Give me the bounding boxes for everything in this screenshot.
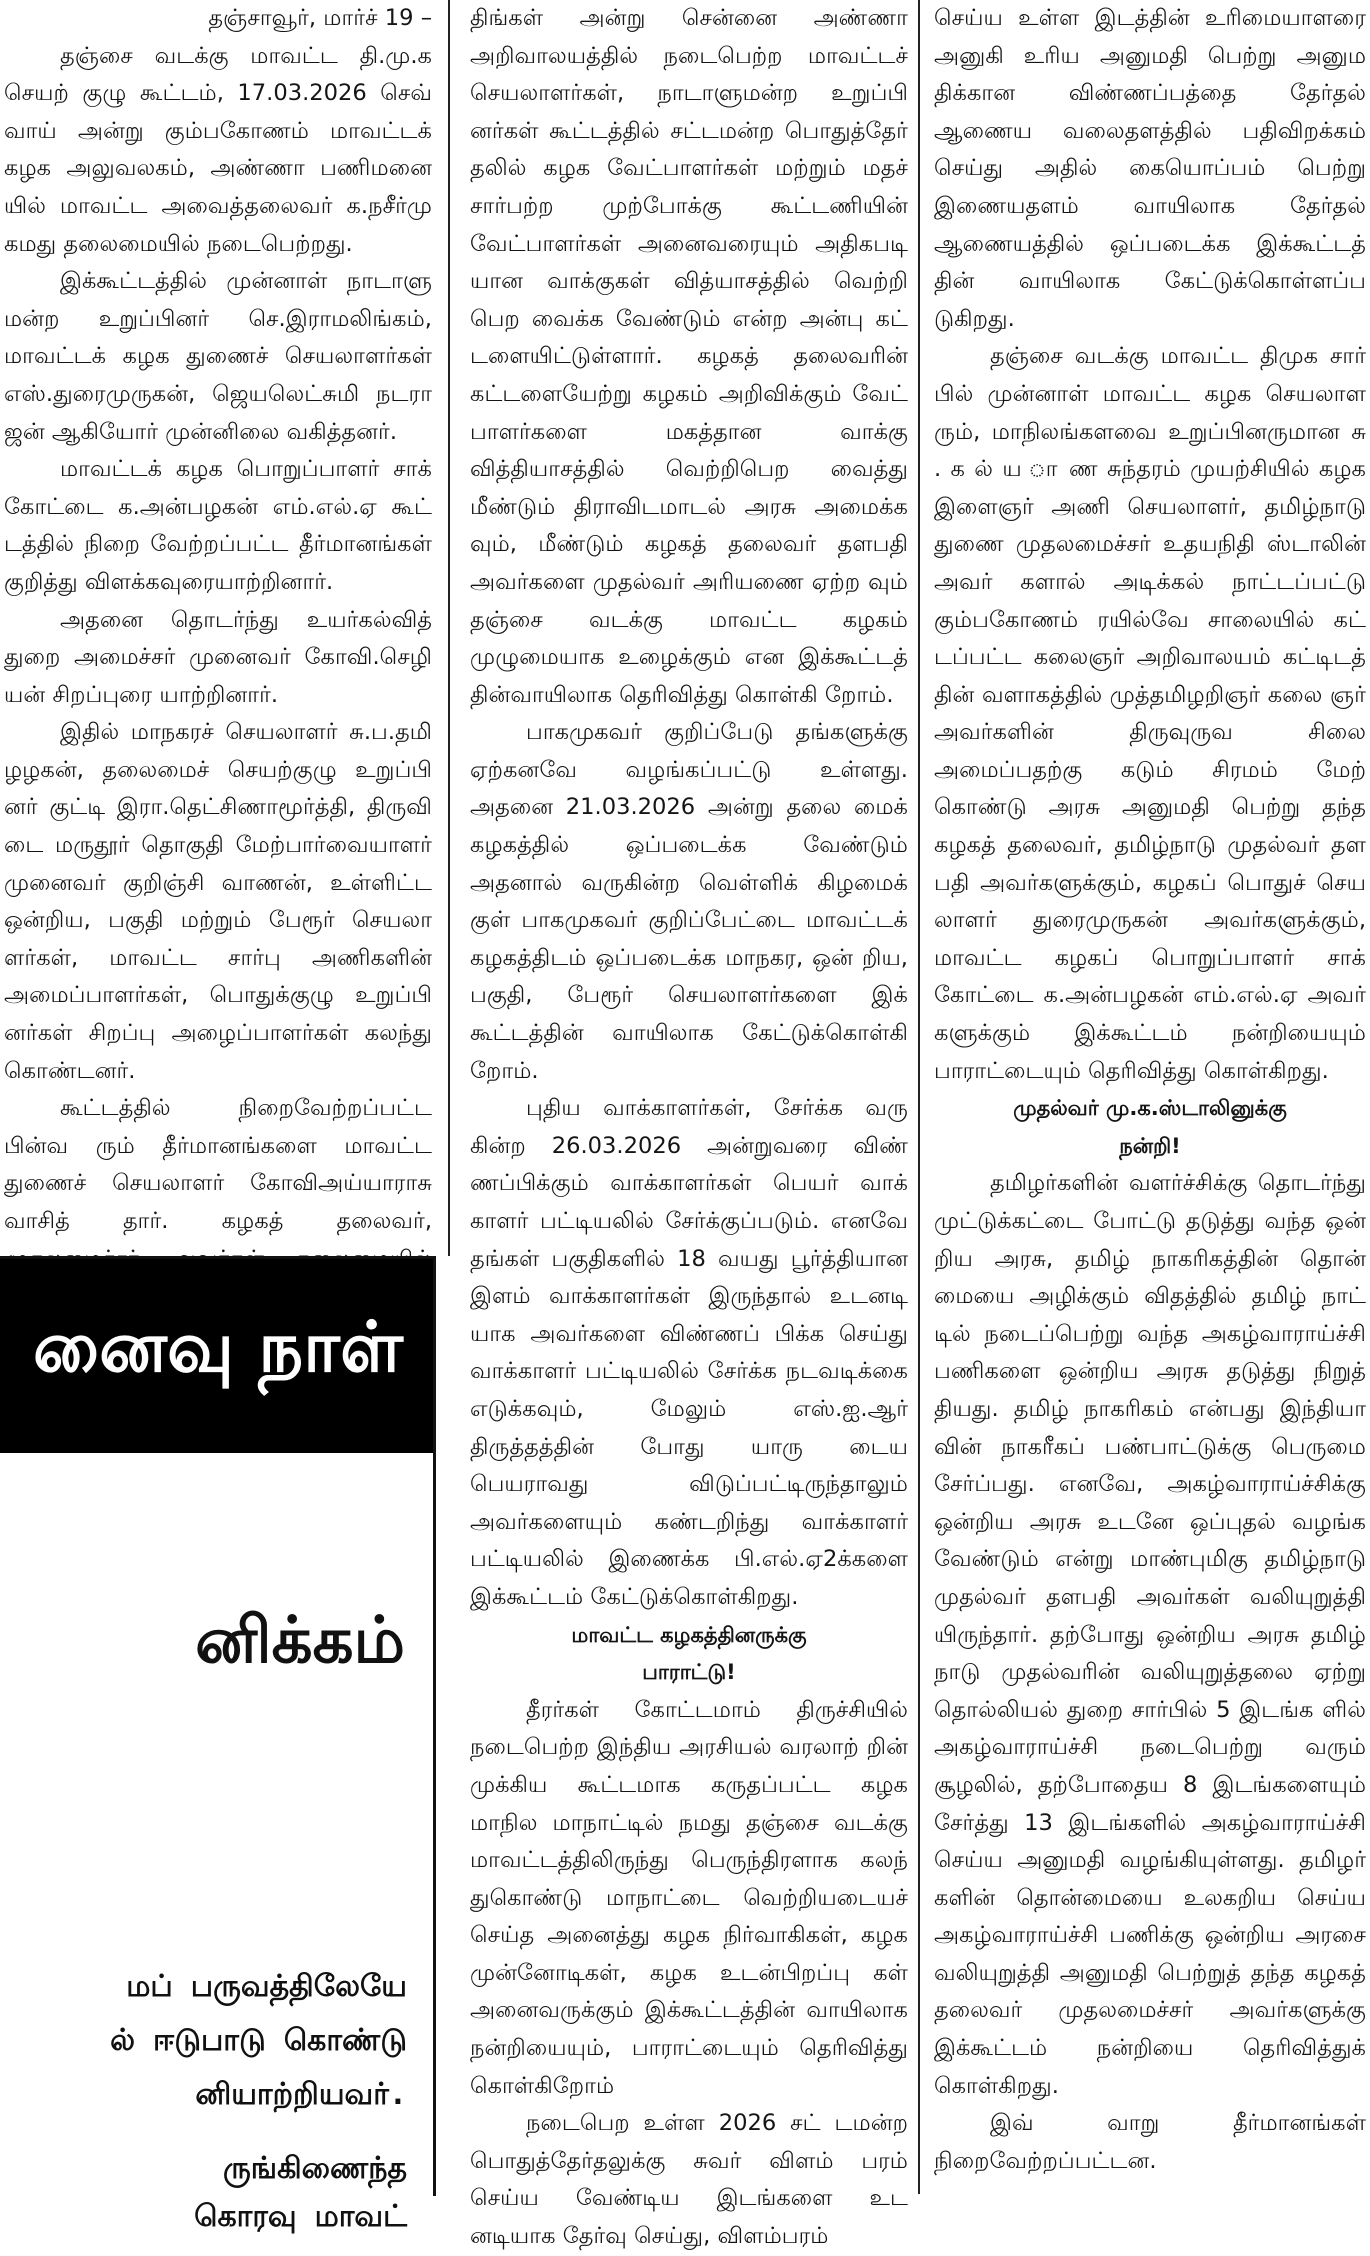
ad-text-line: ல் ஈடுபாடு கொண்டு [110, 2023, 407, 2058]
paragraph: செய்ய உள்ள இடத்தின் உரிமையாளரை அனுகி உரிய அனுமதி பெற்று அனும திக்கான விண்ணப்பத்தை தேர்தல் ஆணைய வலைதளத்தில் பதிவிறக்கம் செய்து அதில் கையொப்பம் பெற்று இணையதளம் வாயிலாக தேர்தல் ஆணையத்தில் ஒப்படைக்க இக்கூட்டத் தின் வாயிலாக கேட்டுக்கொள்ளப்ப டுகிறது. [934, 5, 1366, 332]
column-divider [918, 0, 920, 2194]
article-column-2 [470, 0, 908, 2256]
column-divider [448, 0, 450, 1256]
paragraph: புதிய வாக்காளர்கள், சேர்க்க வரு கின்ற 26.03.2026 அன்றுவரை விண் ணப்பிக்கும் வாக்காளர்கள் பெயர் வாக் காளர் பட்டியலில் சேர்க்குப்படும். எனவே தங்கள் பகுதிகளில் 18 வயது பூர்த்தியான இளம் வாக்காளர்கள் இருந்தால் உடனடி யாக அவர்களை விண்ணப் பிக்க செய்து வாக்காளர் பட்டியலில் சேர்க்க நடவடிக்கை எடுக்கவும், மேலும் எஸ்.ஐ.ஆர் திருத்தத்தின் போது யாரு டைய பெயராவது விடுப்பட்டிருந்தாலும் அவர்களையும் கண்டறிந்து வாக்காளர் பட்டியலில் இணைக்க பி.எல்.ஏ2க்களை இக்கூட்டம் கேட்டுக்கொள்கிறது. [470, 1095, 908, 1610]
ad-text-line: ருங்கிணைந்த [222, 2151, 407, 2186]
ad-heading-text: னைவு நாள் [32, 1305, 403, 1388]
article-column-1 [4, 0, 432, 1316]
subheading: நன்றி! [1119, 1133, 1181, 1158]
paragraph: மாவட்டக் கழக பொறுப்பாளர் சாக் கோட்டை க.அன்பழகன் எம்.எல்.ஏ கூட் டத்தில் நிறை வேற்றப்பட்ட தீர்மானங்கள் குறித்து விளக்கவுரையாற்றினார். [4, 456, 432, 595]
article-column-3 [934, 0, 1366, 2180]
ad-text-line: னியாற்றியவர். [195, 2077, 407, 2112]
subheading: பாராட்டு! [642, 1660, 736, 1685]
subheading: முதல்வர் மு.க.ஸ்டாலினுக்கு [1013, 1096, 1287, 1121]
paragraph: அதனை தொடர்ந்து உயர்கல்வித் துறை அமைச்சர் முனைவர் கோவி.செழி யன் சிறப்புரை யாற்றினார். [4, 606, 432, 708]
paragraph: தஞ்சை வடக்கு மாவட்ட தி.மு.க செயற் குழு கூட்டம், 17.03.2026 செவ் வாய் அன்று கும்பகோணம் மாவட்டக் கழக அலுவலகம், அண்ணா பணிமனை யில் மாவட்ட அவைத்தலைவர் க.நசீர்மு கமது தலைமையில் நடைபெற்றது. [4, 42, 432, 257]
ad-subtitle: னிக்கம் [195, 1603, 405, 1678]
paragraph: நடைபெற உள்ள 2026 சட் டமன்ற பொதுத்தேர்தலுக்கு சுவர் விளம் பரம் செய்ய வேண்டிய இடங்களை உட னடியாக தேர்வு செய்து, விளம்பரம் [470, 2110, 908, 2250]
ad-heading-banner [0, 1259, 433, 1453]
paragraph: இக்கூட்டத்தில் முன்னாள் நாடாளு மன்ற உறுப்பினர் செ.இராமலிங்கம், மாவட்டக் கழக துணைச் செயலாளர்கள் எஸ்.துரைமுருகன், ஜெயலெட்சுமி நடரா ஜன் ஆகியோர் முன்னிலை வகித்தனர். [4, 268, 432, 445]
paragraph: கூட்டத்தில் நிறைவேற்றப்பட்ட பின்வ ரும் தீர்மானங்களை மாவட்ட துணைச் செயலாளர் கோவிஅய்யாராசு வாசித் தார். கழகத் தலைவர், [4, 1095, 432, 1234]
paragraph: திங்கள் அன்று சென்னை அண்ணா அறிவாலயத்தில் நடைபெற்ற மாவட்டச் செயலாளர்கள், நாடாளுமன்ற உறுப்பி னர்கள் கூட்டத்தில் சட்டமன்ற பொதுத்தேர் தலில் கழக வேட்பாளர்கள் மற்றும் மதச் சார்பற்ற முற்போக்கு கூட்டணியின் வேட்பாளர்கள் அனைவரையும் அதிகபடி யான வாக்குகள் வித்யாசத்தில் வெற்றி பெற வைக்க வேண்டும் என்ற அன்பு கட் டளையிட்டுள்ளார். கழகத் தலைவரின் கட்டளையேற்று கழகம் அறிவிக்கும் வேட் பாளர்களை மகத்தான வாக்கு வித்தியாசத்தில் வெற்றிபெற வைத்து மீண்டும் திராவிடமாடல் அரசு அமைக்க வும், மீண்டும் கழகத் தலைவர் தளபதி அவர்களை முதல்வர் அரியணை ஏற்ற வும் தஞ்சை வடக்கு மாவட்ட கழகம் முழுமையாக உழைக்கும் என இக்கூட்டத் தின்வாயிலாக தெரிவித்து கொள்கி றோம். [470, 5, 908, 708]
paragraph: இதில் மாநகரச் செயலாளர் சு.ப.தமி ழழகன், தலைமைச் செயற்குழு உறுப்பி னர் குட்டி இரா.தெட்சிணாமூர்த்தி, திருவி டை மருதூர் தொகுதி மேற்பார்வையாளர் முனைவர் குறிஞ்சி வாணன், உள்ளிட்ட ஒன்றிய, பகுதி மற்றும் பேரூர் செயலா ளர்கள், மாவட்ட சார்பு அணிகளின் அமைப்பாளர்கள், பொதுக்குழு உறுப்பி னர்கள் சிறப்பு அழைப்பாளர்கள் கலந்து கொண்டனர். [4, 719, 432, 1084]
subheading: மாவட்ட கழகத்தினருக்கு [571, 1622, 807, 1647]
ad-text-line: கொரவு மாவட் [194, 2199, 407, 2234]
paragraph: இவ் வாறு தீர்மானங்கள் நிறைவேற்றப்பட்டன. [934, 2110, 1366, 2174]
paragraph: தஞ்சாவூர், மார்ச் 19 – [208, 5, 432, 31]
paragraph: தமிழர்களின் வளர்ச்சிக்கு தொடர்ந்து முட்டுக்கட்டை போட்டு தடுத்து வந்த ஒன் றிய அரசு, தமிழ் நாகரிகத்தின் தொன் மையை அழிக்கும் விதத்தில் தமிழ் நாட் டில் நடைப்பெற்று வந்த அகழ்வாராய்ச்சி பணிகளை ஒன்றிய அரசு தடுத்து நிறுத் தியது. தமிழ் நாகரிகம் என்பது இந்தியா வின் நாகரீகப் பண்பாட்டுக்கு பெருமை சேர்ப்பது. எனவே, அகழ்வாராய்ச்சிக்கு ஒன்றிய அரசு உடனே ஒப்புதல் வழங்க வேண்டும் என்று மாண்புமிகு தமிழ்நாடு முதல்வர் தளபதி அவர்கள் வலியுறுத்தி யிருந்தார். தற்போது ஒன்றிய அரசு தமிழ் நாடு முதல்வரின் வலியுறுத்தலை ஏற்று தொல்லியல் துறை சார்பில் 5 இடங்க ளில் அகழ்வாராய்ச்சி நடைபெற்று வரும் சூழலில், தற்போதைய 8 இடங்களையும் சேர்த்து 13 இடங்களில் அகழ்வாராய்ச்சி செய்ய அனுமதி வழங்கியுள்ளது. தமிழர் களின் தொன்மையை உலகறிய செய்ய அகழ்வாராய்ச்சி பணிக்கு ஒன்றிய அரசை வலியுறுத்தி அனுமதி பெற்றுத் தந்த கழகத் தலைவர் முதலமைச்சர் அவர்களுக்கு இக்கூட்டம் நன்றியை தெரிவித்துக் கொள்கிறது. [934, 1170, 1366, 2099]
paragraph: தீரர்கள் கோட்டமாம் திருச்சியில் நடைபெற்ற இந்திய அரசியல் வரலாற் றின் முக்கிய கூட்டமாக கருதப்பட்ட கழக மாநில மாநாட்டில் நமது தஞ்சை வடக்கு மாவட்டத்திலிருந்து பெருந்திரளாக கலந் துகொண்டு மாநாட்டை வெற்றியடையச் செய்த அனைத்து கழக நிர்வாகிகள், கழக முன்னோடிகள், கழக உடன்பிறப்பு கள் அனைவருக்கும் இக்கூட்டத்தின் வாயிலாக நன்றியையும், பாராட்டையும் தெரிவித்து கொள்கிறோம் [470, 1696, 908, 2099]
memorial-advertisement [0, 1256, 436, 2234]
ad-text-line: மப் பருவத்திலேயே [126, 1969, 407, 2004]
paragraph: தஞ்சை வடக்கு மாவட்ட திமுக சார் பில் முன்னாள் மாவட்ட கழக செயலாள ரும், மாநிலங்களவை உறுப்பினருமான சு . க ல் ய ா ண சுந்தரம் முயற்சியில் கழக இளைஞர் அணி செயலாளர், தமிழ்நாடு துணை முதலமைச்சர் உதயநிதி ஸ்டாலின் அவர் களால் அடிக்கல் நாட்டப்பட்டு கும்பகோணம் ரயில்வே சாலையில் கட் டப்பட்ட கலைஞர் அறிவாலயம் கட்டிடத் தின் வளாகத்தில் முத்தமிழறிஞர் கலை ஞர் அவர்களின் திருவுருவ சிலை அமைப்பதற்கு கடும் சிரமம் மேற் கொண்டு அரசு அனுமதி பெற்று தந்த கழகத் தலைவர், தமிழ்நாடு முதல்வர் தள பதி அவர்களுக்கும், கழகப் பொதுச் செய லாளர் துரைமுருகன் அவர்களுக்கும், மாவட்ட கழகப் பொறுப்பாளர் சாக் கோட்டை க.அன்பழகன் எம்.எல்.ஏ அவர் களுக்கும் இக்கூட்டம் நன்றியையும் பாராட்டையும் தெரிவித்து கொள்கிறது. [934, 343, 1366, 1084]
paragraph: பாகமுகவர் குறிப்பேடு தங்களுக்கு ஏற்கனவே வழங்கப்பட்டு உள்ளது. அதனை 21.03.2026 அன்று தலை மைக் கழகத்தில் ஒப்படைக்க வேண்டும் அதனால் வருகின்ற வெள்ளிக் கிழமைக் குள் பாகமுகவர் குறிப்பேட்டை மாவட்டக் கழகத்திடம் ஒப்படைக்க மாநகர, ஒன் றிய, பகுதி, பேரூர் செயலாளர்களை இக் கூட்டத்தின் வாயிலாக கேட்டுக்கொள்கி றோம். [470, 719, 908, 1084]
